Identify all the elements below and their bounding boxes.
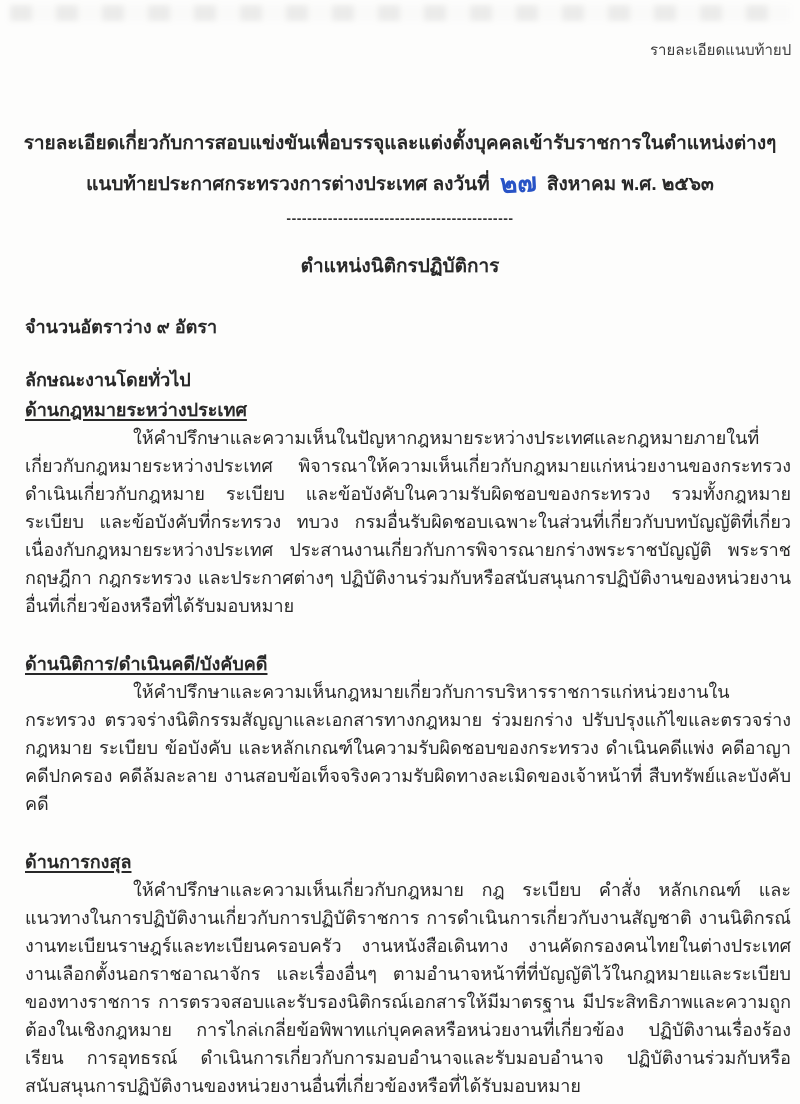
- section-consular-body: ให้คำปรึกษาและความเห็นเกี่ยวกับกฎหมาย กฎ ระเบียบ คำสั่ง หลักเกณฑ์ และแนวทางในการปฏิบัติงานเกี่ยวกับการปฏิบัติราชการ การดำเนินการเกี่ยวกับงานสัญชาติ งานนิติกรณ์ งานทะเบียนราษฎร์และทะเบียนครอบครัว งานหนังสือเดินทาง งานคัดกรองคนไทยในต่างประเทศ งานเลือกตั้งนอกราชอาณาจักร และเรื่องอื่นๆ ตามอำนาจหน้าที่ที่บัญญัติไว้ในกฎหมายและระเบียบของทางราชการ การตรวจสอบและรับรองนิติกรณ์เอกสารให้มีมาตรฐาน มีประสิทธิภาพและความถูกต้องในเชิงกฎหมาย การไกล่เกลี่ยข้อพิพาทแก่บุคคลหรือหน่วยงานที่เกี่ยวข้อง ปฏิบัติงานเรื่องร้องเรียน การอุทธรณ์ ดำเนินการเกี่ยวกับการมอบอำนาจและรับมอบอำนาจ ปฏิบัติงานร่วมกับหรือสนับสนุนการปฏิบัติงานของหน่วยงานอื่นที่เกี่ยวข้องหรือที่ได้รับมอบหมาย: [25, 880, 791, 1096]
- document-title: [0, 130, 800, 232]
- document-body: [25, 313, 791, 1100]
- title-line-2: [0, 167, 800, 199]
- scan-noise-artifact: [10, 5, 790, 21]
- corner-annotation: รายละเอียดแนบท้ายป: [650, 42, 792, 59]
- section-consular: [25, 848, 791, 1100]
- section-consular-heading: ด้านการกงสุล: [25, 852, 132, 872]
- handwritten-date: ๒๗: [499, 167, 538, 199]
- section-heading-row: [25, 650, 791, 678]
- dashed-separator: --------------------------------------------: [286, 210, 514, 226]
- section-international-law: [25, 396, 791, 620]
- general-duties-heading: ลักษณะงานโดยทั่วไป: [25, 370, 191, 390]
- title-line-2-prefix: แนบท้ายประกาศกระทรวงการต่างประเทศ ลงวันที่: [86, 174, 490, 195]
- section-legal-litigation-body: ให้คำปรึกษาและความเห็นกฎหมายเกี่ยวกับการบริหารราชการแก่หน่วยงานในกระทรวง ตรวจร่างนิติกรรมสัญญาและเอกสารทางกฎหมาย ร่วมยกร่าง ปรับปรุงแก้ไขและตรวจร่างกฎหมาย ระเบียบ ข้อบังคับ และหลักเกณฑ์ในความรับผิดชอบของกระทรวง ดำเนินคดีแพ่ง คดีอาญา คดีปกครอง คดีล้มละลาย งานสอบข้อเท็จจริงความรับผิดทางละเมิดของเจ้าหน้าที่ สืบทรัพย์และบังคับคดี: [25, 682, 791, 814]
- section-legal-litigation: [25, 650, 791, 818]
- section-heading-row: [25, 396, 791, 424]
- position-title: ตำแหน่งนิติกรปฏิบัติการ: [300, 256, 500, 277]
- section-legal-litigation-heading: ด้านนิติการ/ดำเนินคดี/บังคับคดี: [25, 654, 268, 674]
- title-line-2-suffix: สิงหาคม พ.ศ. ๒๕๖๓: [546, 174, 714, 195]
- section-international-law-body: ให้คำปรึกษาและความเห็นในปัญหากฎหมายระหว่างประเทศและกฎหมายภายในที่เกี่ยวกับกฎหมายระหว่างประเทศ พิจารณาให้ความเห็นเกี่ยวกับกฎหมายแก่หน่วยงานของกระทรวง ดำเนินเกี่ยวกับกฎหมาย ระเบียบ และข้อบังคับในความรับผิดชอบของกระทรวง รวมทั้งกฎหมาย ระเบียบ และข้อบังคับที่กระทรวง ทบวง กรมอื่นรับผิดชอบเฉพาะในส่วนที่เกี่ยวกับบทบัญญัติที่เกี่ยวเนื่องกับกฎหมายระหว่างประเทศ ประสานงานเกี่ยวกับการพิจารณายกร่างพระราชบัญญัติ พระราชกฤษฎีกา กฎกระทรวง และประกาศต่างๆ ปฏิบัติงานร่วมกับหรือสนับสนุนการปฏิบัติงานของหน่วยงานอื่นที่เกี่ยวข้องหรือที่ได้รับมอบหมาย: [25, 428, 791, 616]
- title-line-1: รายละเอียดเกี่ยวกับการสอบแข่งขันเพื่อบรรจุและแต่งตั้งบุคคลเข้ารับราชการในตำแหน่งต่างๆ: [23, 133, 777, 154]
- vacancy-count: จำนวนอัตราว่าง ๙ อัตรา: [25, 317, 218, 337]
- section-international-law-heading: ด้านกฎหมายระหว่างประเทศ: [25, 400, 247, 420]
- section-heading-row: [25, 848, 791, 876]
